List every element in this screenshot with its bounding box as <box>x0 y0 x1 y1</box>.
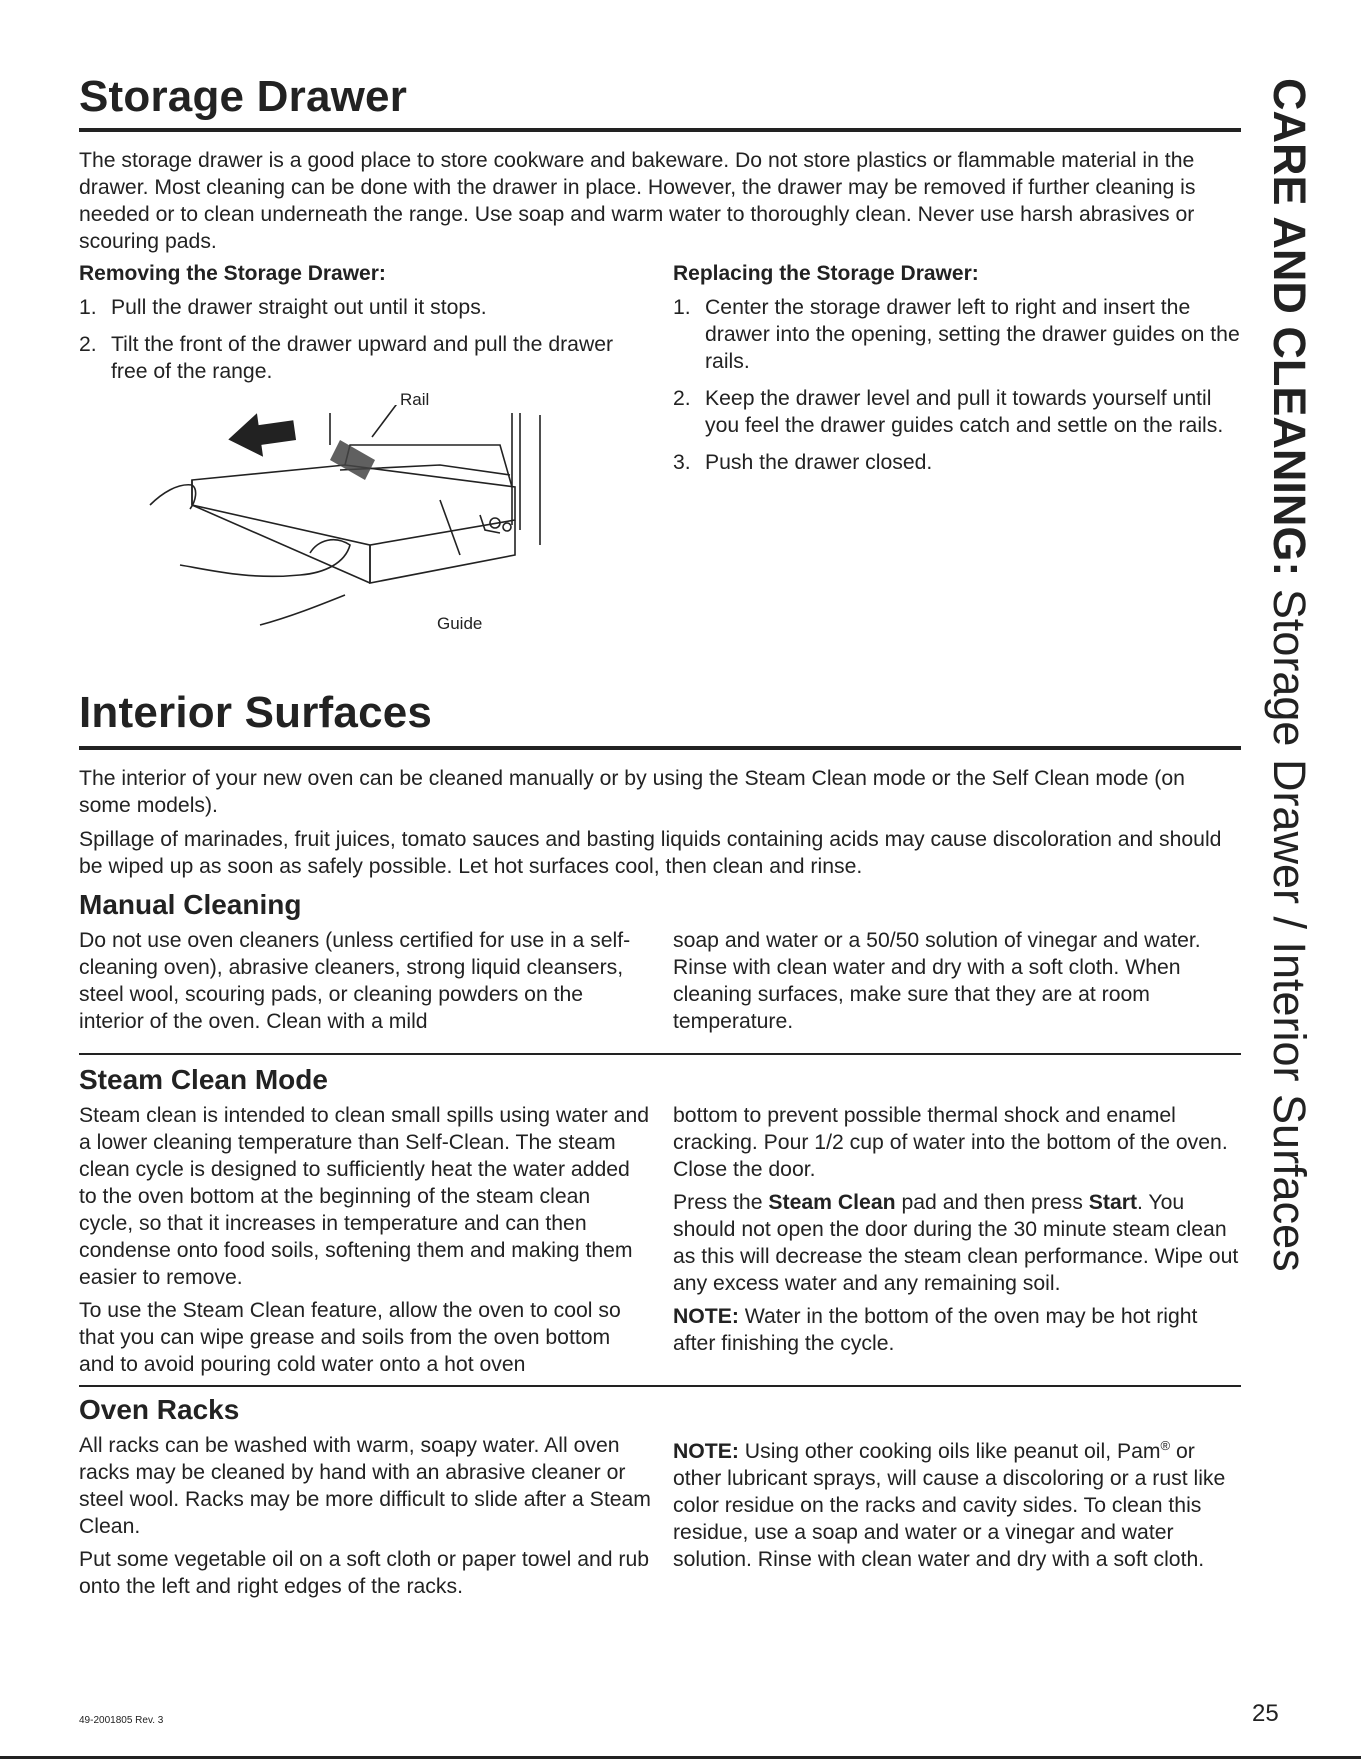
list-item: 3. Push the drawer closed. <box>673 451 933 474</box>
interior-surfaces-title: Interior Surfaces <box>79 688 433 737</box>
section-divider <box>79 1385 1241 1387</box>
list-item: 2. Keep the drawer level and pull it towards yourself until you feel the drawer guides catch and settle on the rails. <box>673 387 1224 437</box>
steam-clean-intro: Steam clean is intended to clean small spills using water and a lower cleaning temperature than Self-Clean. The steam clean cycle is designed to sufficiently heat the water added to the oven bottom at the beginning of the steam clean cycle, so that it increases in temperature and can then condense onto food soils, softening them and making them easier to remove. <box>79 1104 650 1289</box>
guide-label: Guide <box>437 614 483 633</box>
replacing-steps <box>673 294 1243 476</box>
steam-clean-heading: Steam Clean Mode <box>79 1064 328 1095</box>
oven-racks-left <box>79 1432 654 1600</box>
interior-title-rule <box>79 746 1241 750</box>
storage-drawer-title: Storage Drawer <box>79 72 408 121</box>
start-pad-label: Start <box>1088 1191 1138 1214</box>
page-number: 25 <box>1252 1700 1279 1727</box>
oven-racks-washing: All racks can be washed with warm, soapy water. All oven racks may be cleaned by hand with an abrasive cleaner or steel wool. Racks may be more difficult to slide after a Steam Clean. <box>79 1434 651 1538</box>
interior-spillage: Spillage of marinades, fruit juices, tomato sauces and basting liquids containing acids may cause discoloration and should be wiped up as soon as safely possible. Let hot surfaces cool, then clean and rinse. <box>79 828 1222 878</box>
pull-direction-arrow <box>225 408 297 461</box>
manual-cleaning-right: soap and water or a 50/50 solution of vinegar and water. Rinse with clean water and dry with a soft cloth. When cleaning surfaces, make sure that they are at room temperature. <box>673 929 1201 1033</box>
list-item: 2. Tilt the front of the drawer upward and pull the drawer free of the range. <box>79 333 614 383</box>
steam-clean-continued: bottom to prevent possible thermal shock and enamel cracking. Pour 1/2 cup of water into the bottom of the oven. Close the door. <box>673 1104 1228 1181</box>
steam-clean-pad-label: Steam Clean <box>768 1191 896 1214</box>
oven-racks-oiling: Put some vegetable oil on a soft cloth or paper towel and rub onto the left and right edges of the racks. <box>79 1548 650 1598</box>
title-rule <box>79 128 1241 132</box>
steam-clean-left <box>79 1102 649 1378</box>
rail-label: Rail <box>400 390 430 409</box>
replacing-section <box>673 262 1243 486</box>
steam-clean-right <box>673 1102 1243 1357</box>
manual-cleaning-heading: Manual Cleaning <box>79 889 302 920</box>
section-divider <box>79 1053 1241 1055</box>
section-subtitle: Storage Drawer / Interior Surfaces <box>1264 576 1315 1272</box>
list-item: 1. Pull the drawer straight out until it stops. <box>79 296 487 319</box>
steam-clean-instructions: Press the Steam Clean pad and then press Start. You should not open the door during the 30 minute steam clean as this will decrease the steam clean performance. Wipe out any excess water and any remaining soil. <box>673 1191 1239 1295</box>
manual-cleaning-left: Do not use oven cleaners (unless certified for use in a self-cleaning oven), abrasive cleaners, strong liquid cleansers, steel wool, scouring pads, or cleaning powders on the interior of the oven. Clean with a mild <box>79 929 631 1033</box>
oven-racks-heading: Oven Racks <box>79 1394 240 1425</box>
oven-racks-note: NOTE: Using other cooking oils like peanut oil, Pam® or other lubricant sprays, will cause a discoloring or a rust like color residue on the racks and cavity sides. To clean this residue, use a soap and water or a vinegar and water solution. Rinse with clean water and dry with a soft cloth. <box>673 1438 1226 1572</box>
interior-intro: The interior of your new oven can be cleaned manually or by using the Steam Clean mode or the Self Clean mode (on some models). <box>79 767 1185 817</box>
document-code: 49-2001805 Rev. 3 <box>79 1715 164 1726</box>
page-bottom-edge <box>0 1756 1361 1759</box>
steam-clean-note: NOTE: Water in the bottom of the oven may be hot right after finishing the cycle. <box>673 1305 1198 1355</box>
chapter-sidebar <box>1262 78 1316 1272</box>
list-item: 1. Center the storage drawer left to right and insert the drawer into the opening, setting the drawer guides on the rails. <box>673 296 1240 373</box>
oven-racks-right <box>673 1432 1243 1573</box>
removing-section <box>79 262 654 395</box>
storage-intro: The storage drawer is a good place to store cookware and bakeware. Do not store plastics or flammable material in the drawer. Most cleaning can be done with the drawer in place. However, the drawer may be removed if further cleaning is needed or to clean underneath the range. Use soap and warm water to thoroughly clean. Never use harsh abrasives or scouring pads. <box>79 149 1196 253</box>
drawer-removal-diagram <box>140 405 580 635</box>
removing-steps <box>79 294 654 385</box>
steam-clean-usage: To use the Steam Clean feature, allow the oven to cool so that you can wipe grease and soils from the oven bottom and to avoid pouring cold water onto a hot oven <box>79 1299 621 1376</box>
removing-heading: Removing the Storage Drawer: <box>79 262 386 285</box>
chapter-title: CARE AND CLEANING: <box>1264 78 1315 577</box>
replacing-heading: Replacing the Storage Drawer: <box>673 262 979 285</box>
